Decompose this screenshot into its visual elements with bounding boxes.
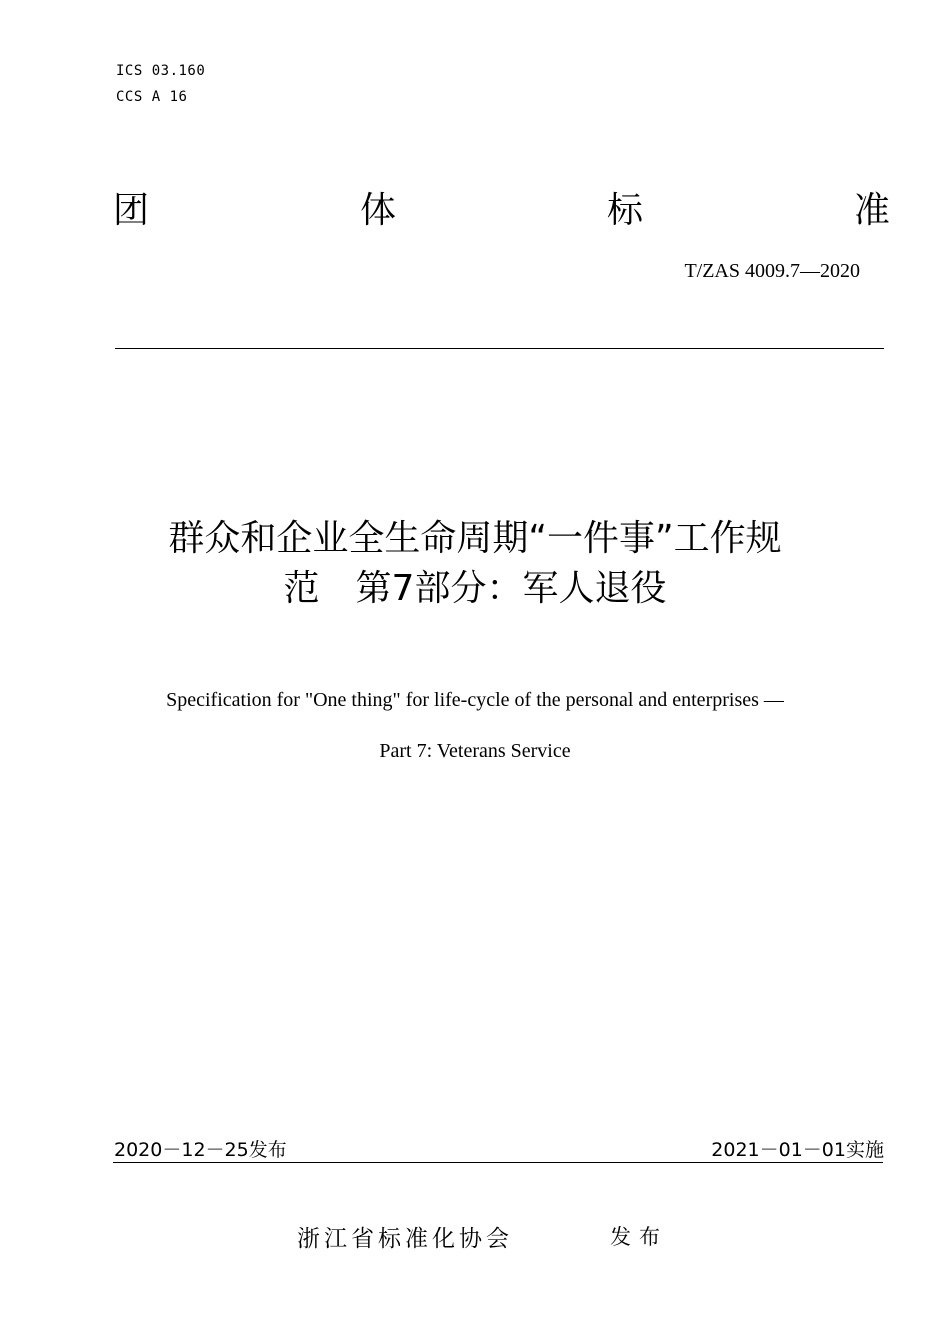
standard-type-heading	[113, 186, 890, 236]
standard-number: T/ZAS 4009.7—2020	[684, 260, 860, 282]
standard-type-char: 标	[606, 190, 643, 231]
issue-date: 2020－12－25发布	[114, 1139, 287, 1161]
chinese-title	[60, 514, 890, 614]
english-title-line-2: Part 7: Veterans Service	[379, 740, 571, 762]
chinese-title-line-2: 范 第7部分：军人退役	[283, 568, 667, 609]
publisher-name: 浙江省标准化协会	[297, 1226, 513, 1252]
top-divider	[115, 348, 884, 349]
standard-type-char: 体	[359, 190, 396, 231]
classification-codes	[116, 58, 205, 110]
implementation-date: 2021－01－01实施	[711, 1139, 884, 1161]
ccs-code: CCS A 16	[116, 89, 188, 105]
ics-code: ICS 03.160	[116, 63, 206, 79]
standard-type-char: 准	[853, 190, 890, 231]
bottom-divider	[113, 1162, 883, 1163]
english-title-line-1: Specification for "One thing" for life-cycle of the personal and enterprises —	[166, 689, 784, 711]
publish-label: 发布	[610, 1225, 668, 1249]
standard-type-char: 团	[113, 190, 150, 231]
chinese-title-line-1: 群众和企业全生命周期“一件事”工作规	[168, 518, 782, 559]
